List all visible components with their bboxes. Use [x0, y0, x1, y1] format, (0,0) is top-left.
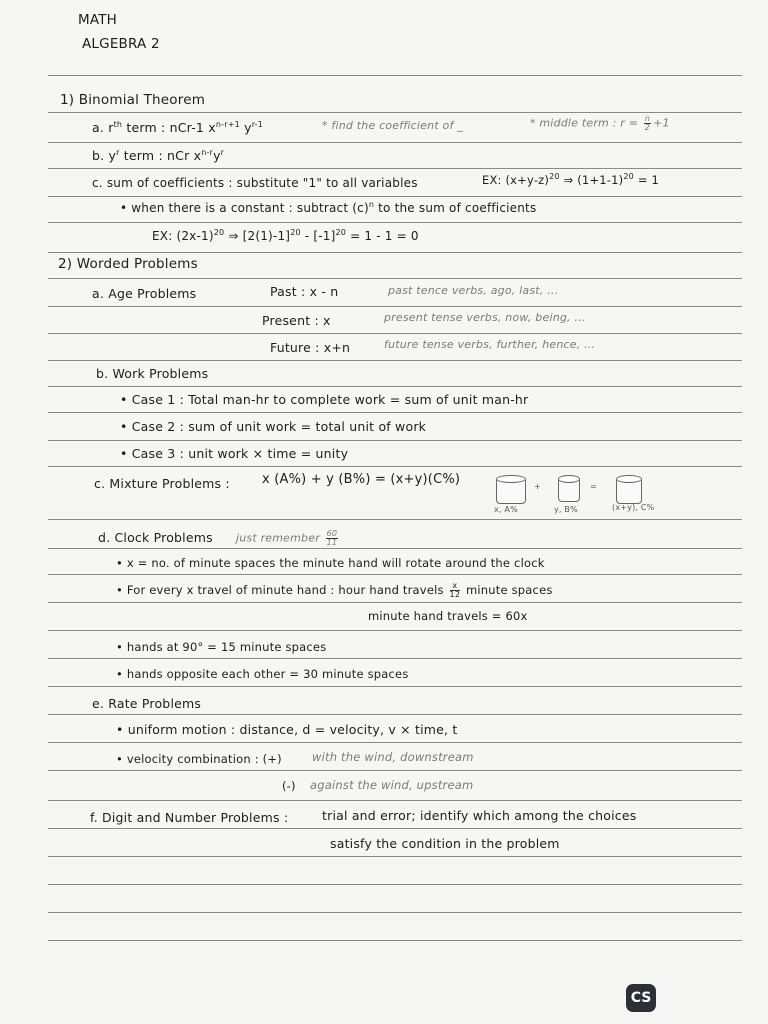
camscanner-logo: CS: [626, 984, 656, 1012]
item-letter: a.: [92, 120, 105, 136]
rule-line: [48, 360, 742, 361]
rule-line: [48, 828, 742, 829]
term-y: y: [213, 148, 221, 164]
example-result: = 1: [637, 172, 660, 187]
digit-problems-label: f. Digit and Number Problems :: [90, 810, 289, 825]
exponent: r-1: [251, 120, 264, 129]
rule-line: [48, 602, 742, 603]
binomial-item-a: [92, 120, 263, 135]
section-worded-title: 2) Worded Problems: [58, 256, 198, 272]
work-case-1: • Case 1 : Total man-hr to complete work = sum of unit man-hr: [120, 392, 529, 407]
clock-hour-hand-text: • For every x travel of minute hand : hour hand travels: [116, 583, 444, 597]
example-substitution: ⇒ [2(1)-1]: [228, 229, 291, 243]
rule-line: [48, 222, 742, 223]
coefficient-note: * find the coefficient of _: [322, 119, 463, 132]
middle-term-note: [530, 115, 670, 132]
clock-bullet-4: • hands at 90° = 15 minute spaces: [116, 640, 327, 654]
rule-line: [48, 574, 742, 575]
rate-bullet-3: (-): [282, 779, 296, 793]
exponent: 20: [623, 172, 634, 181]
rule-line: [48, 940, 742, 941]
rule-line: [48, 912, 742, 913]
binomial-item-b: [92, 148, 224, 163]
age-future-note: future tense verbs, further, hence, ...: [384, 338, 596, 351]
rule-line: [48, 386, 742, 387]
mixture-problems-label: c. Mixture Problems :: [94, 476, 230, 491]
rule-line: [48, 884, 742, 885]
course-title: ALGEBRA 2: [82, 36, 160, 52]
age-past: Past : x - n: [270, 284, 339, 299]
clock-minute-spaces-text: minute spaces: [466, 583, 553, 597]
age-future: Future : x+n: [270, 340, 351, 355]
item-letter: c.: [92, 176, 103, 190]
rule-line: [48, 142, 742, 143]
term-sup: th: [113, 120, 123, 129]
fraction: [326, 530, 339, 547]
rule-line: [48, 196, 742, 197]
rule-line: [48, 75, 742, 76]
rule-line: [48, 548, 742, 549]
clock-bullet-2: [116, 582, 553, 599]
work-problems-label: b. Work Problems: [96, 366, 209, 381]
middle-term-label: * middle term : r =: [530, 116, 639, 130]
clock-bullet-1: • x = no. of minute spaces the minute hand will rotate around the clock: [116, 556, 545, 570]
rule-line: [48, 770, 742, 771]
rule-line: [48, 412, 742, 413]
age-problems-label: a. Age Problems: [92, 286, 197, 301]
mixture-caption-1: x, A%: [494, 505, 518, 514]
example-substitution: ⇒ (1+1-1): [563, 172, 624, 187]
fraction-denominator: 11: [326, 538, 338, 547]
rule-line: [48, 742, 742, 743]
beaker-icon: [496, 478, 526, 504]
rule-line: [48, 306, 742, 307]
item-letter: b.: [92, 148, 105, 164]
fraction: [450, 582, 461, 599]
term-r: r: [108, 120, 114, 136]
fraction-numerator: x: [450, 582, 461, 591]
rule-line: [48, 112, 742, 113]
term-y: y: [108, 148, 117, 164]
example-subtraction: - [-1]: [304, 229, 336, 243]
exponent: n: [368, 200, 375, 209]
clock-remember: [236, 530, 340, 547]
rule-line: [48, 440, 742, 441]
age-present: Present : x: [262, 313, 331, 328]
beaker-icon: [558, 478, 580, 502]
clock-problems-label: d. Clock Problems: [98, 530, 213, 545]
digit-text-2: satisfy the condition in the problem: [330, 836, 560, 851]
constant-rule-tail: to the sum of coefficients: [378, 201, 537, 215]
exponent: r: [220, 148, 225, 157]
fraction-numerator: 60: [326, 529, 338, 538]
term-sup: r: [116, 148, 120, 157]
remember-text: just remember: [236, 531, 320, 545]
example-expression: EX: (2x-1): [152, 229, 214, 243]
example-2: [152, 228, 419, 243]
term-formula: term : nCr-1 x: [126, 120, 216, 136]
rule-line: [48, 466, 742, 467]
mixture-caption-3: (x+y), C%: [612, 503, 655, 512]
age-past-note: past tence verbs, ago, last, ...: [388, 284, 559, 297]
work-case-2: • Case 2 : sum of unit work = total unit of work: [120, 419, 427, 434]
mixture-equals: =: [590, 482, 597, 491]
mixture-caption-2: y, B%: [554, 505, 578, 514]
exponent: 20: [335, 228, 347, 237]
rule-line: [48, 252, 742, 253]
middle-term-plus: +1: [653, 116, 670, 130]
rule-line: [48, 630, 742, 631]
example-1: [482, 172, 659, 187]
rule-line: [48, 278, 742, 279]
age-present-note: present tense verbs, now, being, ...: [384, 311, 586, 324]
clock-bullet-3: minute hand travels = 60x: [368, 609, 528, 623]
beaker-icon: [616, 478, 642, 504]
constant-rule: [120, 200, 536, 215]
sum-of-coefficients-rule: sum of coefficients : substitute "1" to all variables: [106, 176, 418, 190]
exponent: 20: [290, 228, 301, 237]
rate-bullet-2: • velocity combination : (+): [116, 752, 282, 766]
digit-text-1: trial and error; identify which among the choices: [322, 808, 637, 823]
fraction: [644, 115, 651, 132]
fraction-denominator: 2: [644, 123, 651, 132]
fraction-denominator: 12: [449, 590, 461, 599]
rate-bullet-1: • uniform motion : distance, d = velocity, v × time, t: [116, 722, 458, 737]
fraction-numerator: n: [644, 114, 651, 123]
exponent: n-r: [201, 148, 214, 157]
binomial-item-c: [92, 176, 418, 190]
mixture-plus: +: [534, 482, 541, 491]
rate-against-wind-note: against the wind, upstream: [310, 778, 474, 792]
constant-rule-text: • when there is a constant : subtract (c): [120, 201, 369, 215]
term-y: y: [244, 120, 252, 136]
exponent: 20: [213, 228, 225, 237]
rate-problems-label: e. Rate Problems: [92, 696, 202, 711]
clock-bullet-5: • hands opposite each other = 30 minute spaces: [116, 667, 409, 681]
rule-line: [48, 686, 742, 687]
rule-line: [48, 168, 742, 169]
rule-line: [48, 856, 742, 857]
work-case-3: • Case 3 : unit work × time = unity: [120, 446, 349, 461]
rule-line: [48, 519, 742, 520]
mixture-formula: x (A%) + y (B%) = (x+y)(C%): [262, 472, 461, 487]
example-expression: EX: (x+y-z): [482, 172, 550, 187]
rule-line: [48, 714, 742, 715]
rate-with-wind-note: with the wind, downstream: [312, 750, 474, 764]
rule-line: [48, 333, 742, 334]
rule-line: [48, 658, 742, 659]
rule-line: [48, 800, 742, 801]
term-formula: term : nCr x: [123, 148, 202, 164]
section-binomial-title: 1) Binomial Theorem: [60, 92, 206, 108]
example-result: = 1 - 1 = 0: [350, 229, 419, 243]
subject-title: MATH: [78, 12, 118, 28]
exponent: n-r+1: [215, 120, 240, 129]
exponent: 20: [549, 172, 560, 181]
